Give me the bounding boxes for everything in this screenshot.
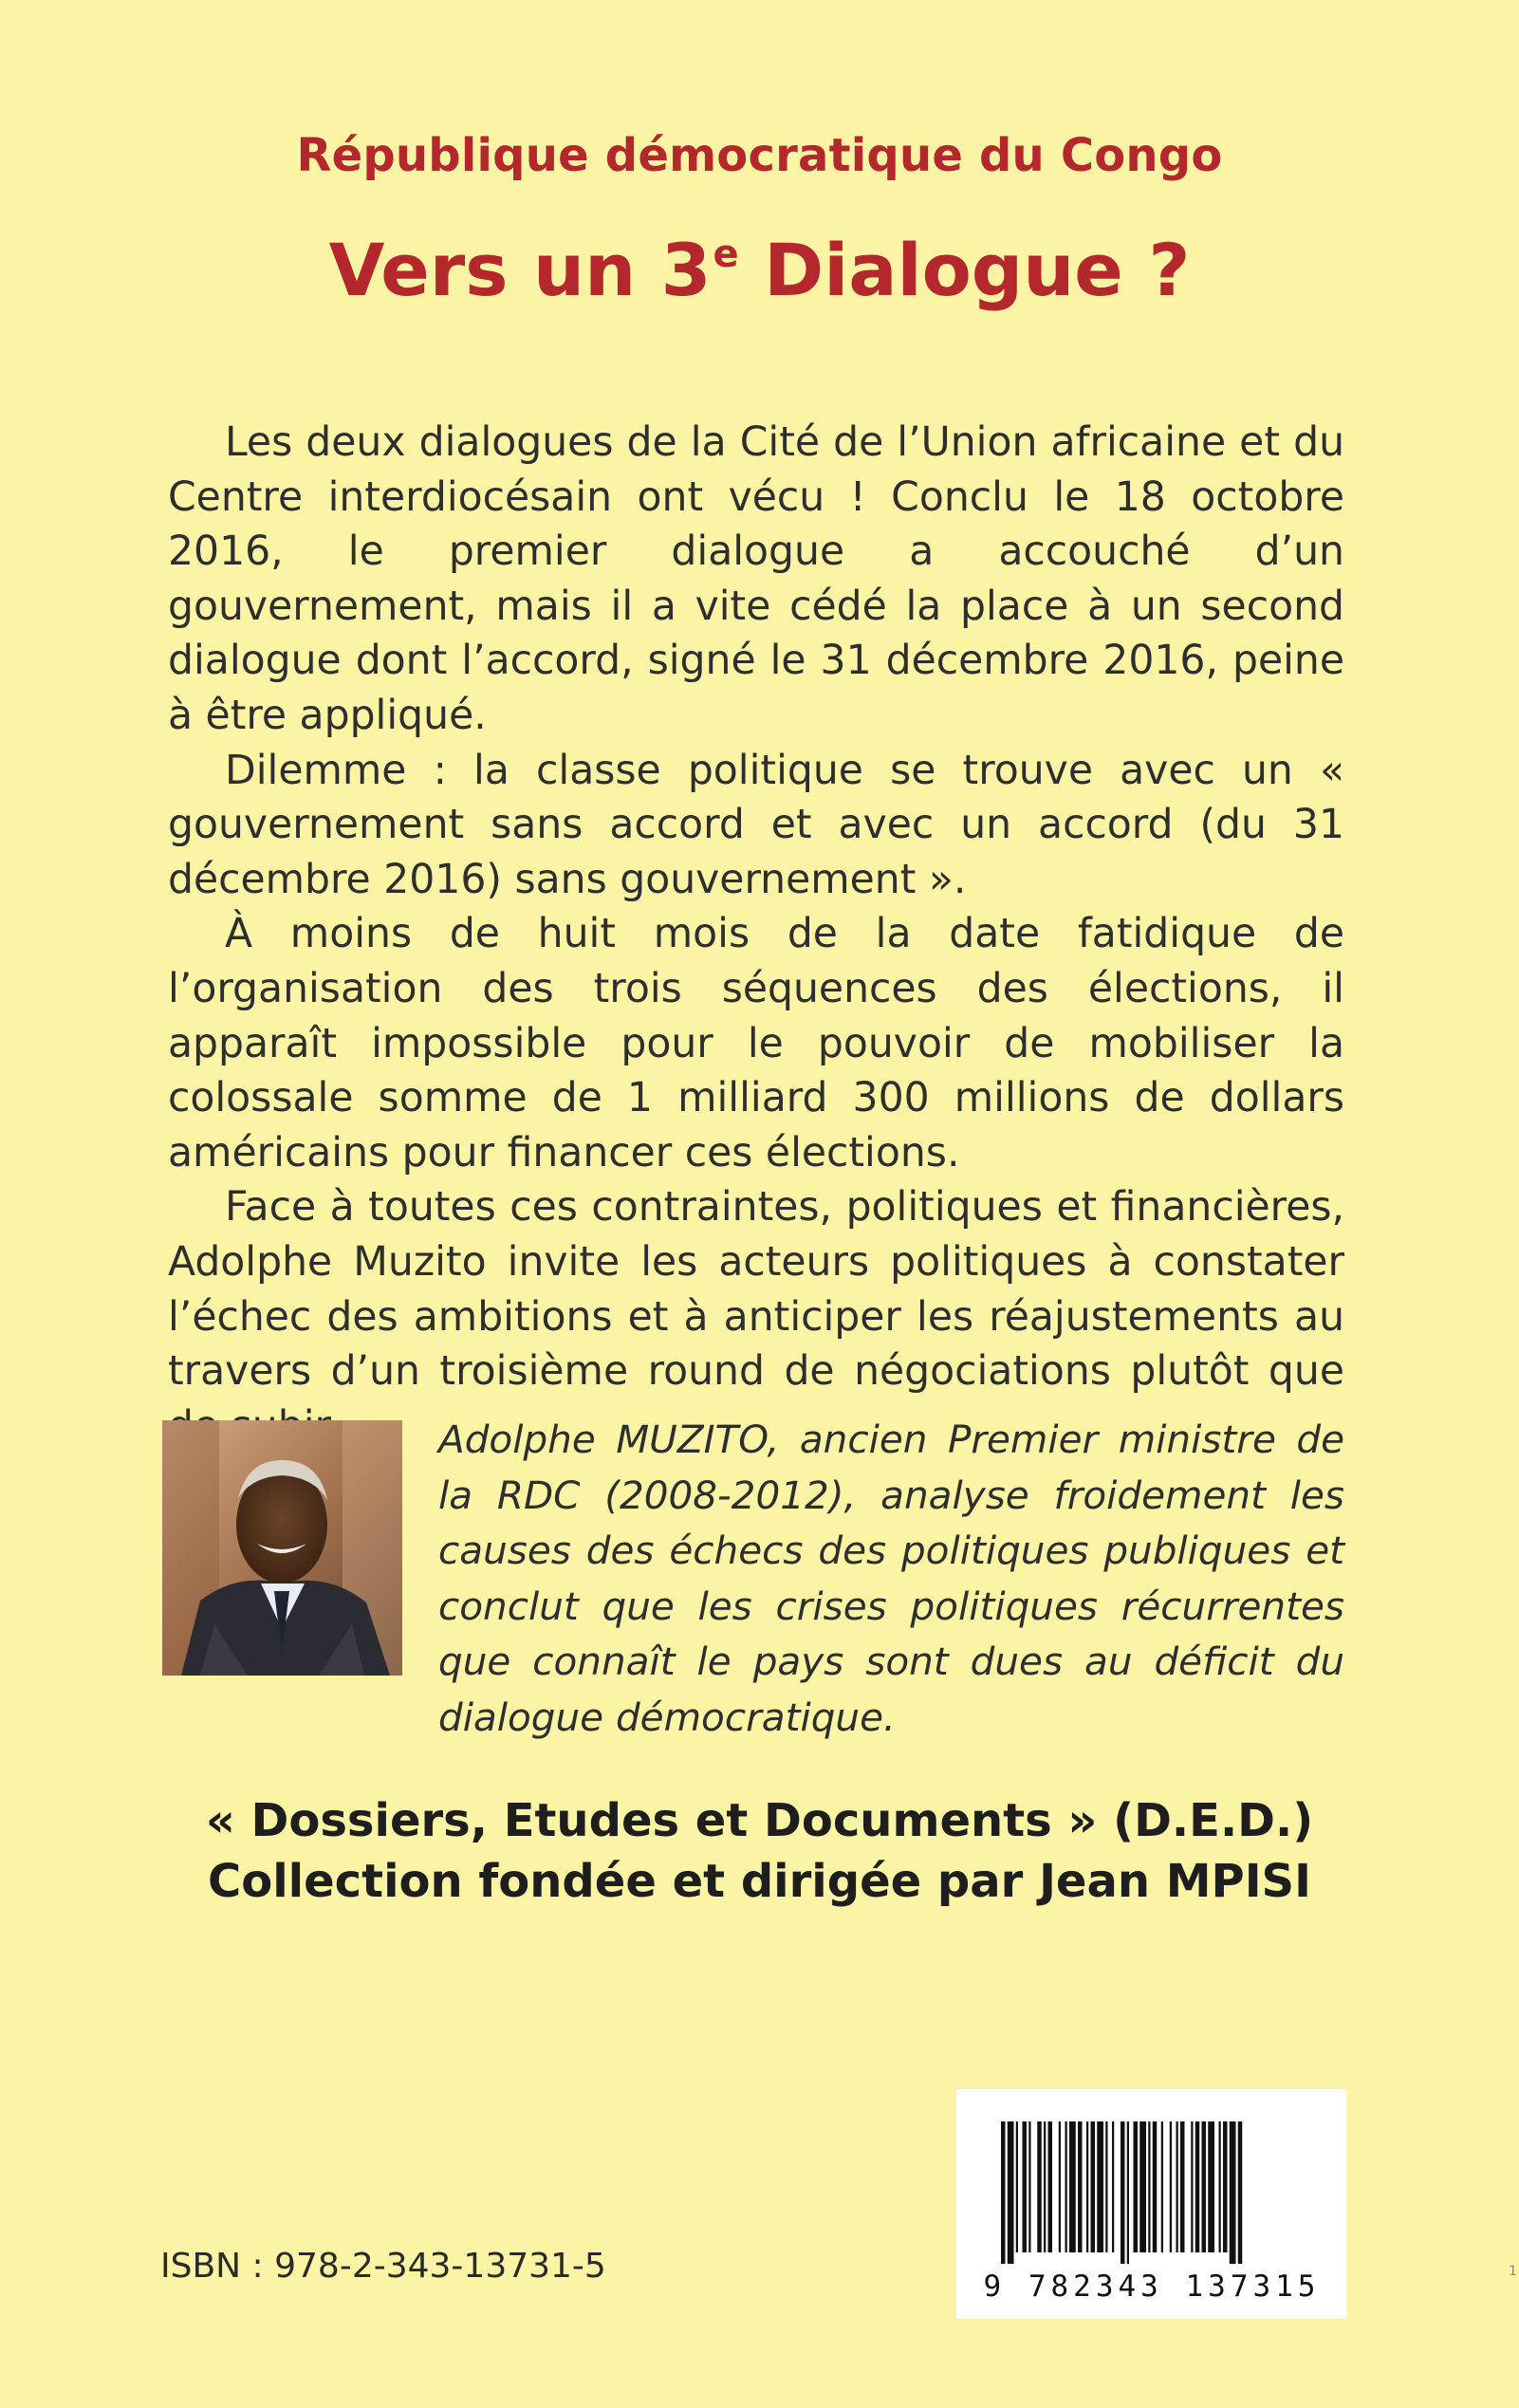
barcode-bar [1028, 2121, 1030, 2252]
barcode-bar [1008, 2121, 1014, 2264]
blurb [168, 416, 1344, 1454]
barcode-bar [1180, 2121, 1185, 2252]
barcode-bar [1078, 2121, 1083, 2252]
barcode-bar [1112, 2121, 1114, 2252]
collection-line-2: Collection fondée et dirigée par Jean MPISI [208, 1855, 1311, 1908]
barcode-bar [1219, 2121, 1221, 2252]
barcode-bar [1059, 2121, 1061, 2252]
edge-mark: 1 [1509, 2264, 1517, 2279]
blurb-paragraph-2: Dilemme : la classe politique se trouve avec un « gouvernement sans accord et avec un accord (du 31 décembre 2016) sans gouvernement ». [168, 747, 1344, 903]
barcode-bar [1148, 2121, 1150, 2252]
collection-line-1: « Dossiers, Etudes et Documents » (D.E.D.) [205, 1794, 1314, 1847]
barcode-bar [1048, 2121, 1053, 2252]
barcode-bar [1176, 2121, 1178, 2252]
author-photo [162, 1420, 402, 1676]
barcode-bar [1139, 2121, 1146, 2252]
barcode-bar [1091, 2121, 1096, 2252]
isbn: ISBN : 978-2-343-13731-5 [160, 2247, 606, 2286]
barcode-bar [1065, 2121, 1067, 2252]
barcode-bar [1223, 2121, 1228, 2252]
barcode-bar [1170, 2121, 1172, 2252]
barcode-bar [1153, 2121, 1158, 2252]
title-superscript: e [713, 232, 739, 276]
barcode-bar [1037, 2121, 1042, 2252]
barcode [956, 2089, 1347, 2319]
author-bio: Adolphe MUZITO, ancien Premier ministre de la RDC (2008-2012), analyse froidement les causes des échecs des politiques publiques et conclut que les crises politiques récurrentes que connaît le pays sont dues au déficit du dialogue démocratique. [438, 1417, 1344, 1740]
blurb-paragraph-1: Les deux dialogues de la Cité de l’Union africaine et du Centre interdiocésain ont vécu ! Conclu le 18 octobre 2016, le premier dialogue a accouché d’un gouvernement, mais il a vite cédé la place à un second dialogue dont l’accord, signé le 31 décembre 2016, peine à être appliqué. [168, 419, 1344, 739]
barcode-digits: 9 782343 137315 [983, 2269, 1321, 2304]
collection-info [0, 1790, 1519, 1912]
barcode-bar [1191, 2121, 1193, 2252]
barcode-bar [1105, 2121, 1107, 2252]
title-main: Vers un 3 [328, 228, 712, 312]
barcode-bar [1097, 2121, 1103, 2252]
barcode-bar [1195, 2121, 1200, 2252]
barcode-bar [1023, 2121, 1028, 2252]
title-rest: Dialogue ? [738, 228, 1191, 312]
barcode-bar [1127, 2121, 1129, 2264]
author-portrait-image [162, 1420, 402, 1676]
barcode-bars [1001, 2121, 1303, 2264]
barcode-bar [1202, 2121, 1207, 2252]
barcode-bar [1208, 2121, 1214, 2252]
supertitle: République démocratique du Congo [296, 129, 1223, 182]
barcode-bar [1121, 2121, 1125, 2264]
barcode-bar [1238, 2121, 1243, 2264]
barcode-bar [1161, 2121, 1163, 2252]
barcode-bar [1016, 2121, 1018, 2252]
barcode-bar [1044, 2121, 1046, 2252]
barcode-bar [1086, 2121, 1088, 2252]
blurb-paragraph-3: À moins de huit mois de la date fatidique de l’organisation des trois séquences des élections, il apparaît impossible pour le pouvoir de mobiliser la colossale somme de 1 milliard 300 millions de dollars américains pour financer ces élections. [168, 911, 1344, 1176]
barcode-bar [1134, 2121, 1139, 2252]
blurb-paragraph-4: Face à toutes ces contraintes, politiques et financières, Adolphe Muzito invite les acteurs politiques à constater l’échec des ambitions et à anticiper les réajustements au travers d’un troisième round de négociations plutôt que [168, 1184, 1344, 1396]
barcode-bar [1069, 2121, 1076, 2252]
book-title [0, 228, 1519, 312]
barcode-bar [1230, 2121, 1236, 2264]
barcode-bar [1001, 2121, 1006, 2264]
